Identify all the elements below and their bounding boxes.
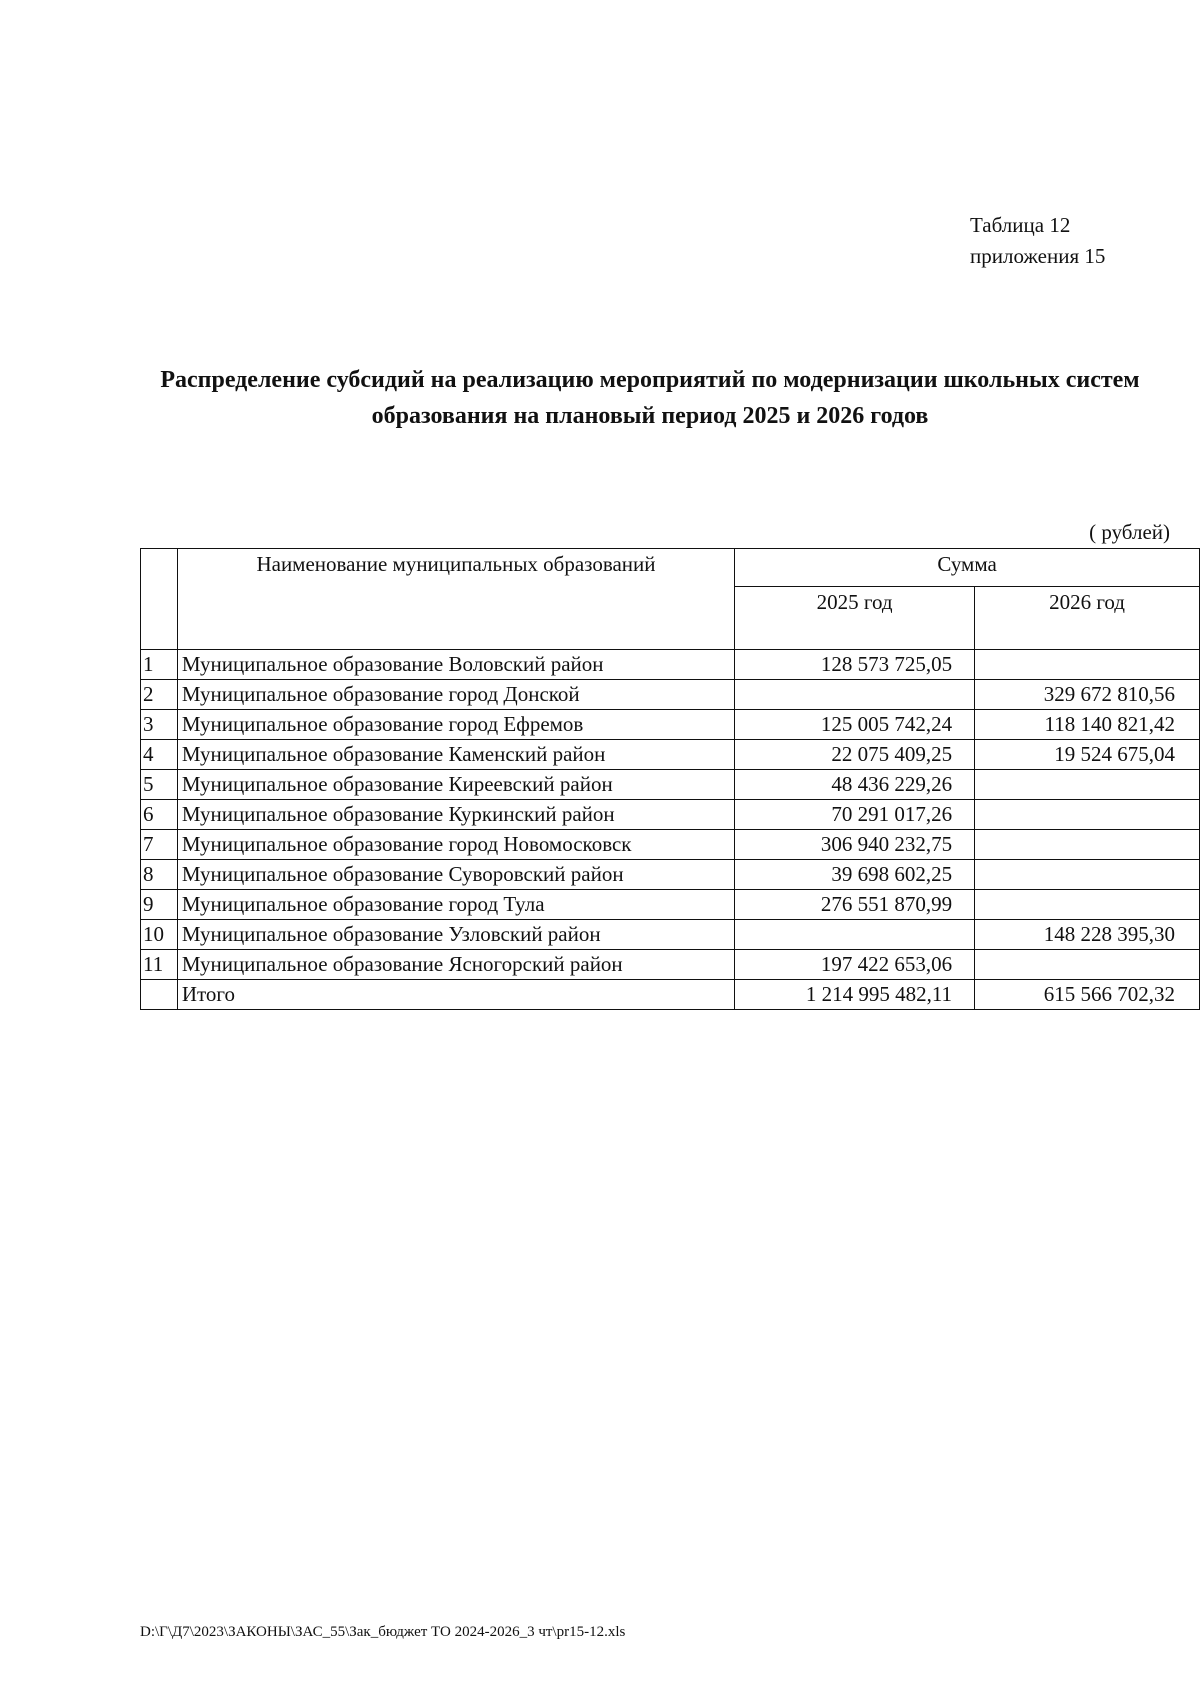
row-number-cell: 6 [141,800,178,830]
amount-2025-cell: 197 422 653,06 [735,950,975,980]
units-label: ( рублей) [1089,520,1170,544]
municipality-name-cell: Муниципальное образование город Донской [177,680,734,710]
amount-2026-cell: 148 228 395,30 [975,920,1200,950]
table-row [141,800,1200,830]
municipality-name-cell: Муниципальное образование Куркинский район [177,800,734,830]
row-number-cell: 5 [141,770,178,800]
amount-2026-cell: 329 672 810,56 [975,680,1200,710]
table-header-row [141,549,1200,587]
amount-2025-cell: 306 940 232,75 [735,830,975,860]
amount-2026-cell [975,650,1200,680]
row-number-cell: 4 [141,740,178,770]
table-number: Таблица 12 [970,213,1071,237]
row-number-cell: 11 [141,950,178,980]
amount-2025-cell: 128 573 725,05 [735,650,975,680]
municipality-name-cell: Муниципальное образование город Тула [177,890,734,920]
table-row [141,740,1200,770]
amount-2025-cell: 22 075 409,25 [735,740,975,770]
table-row [141,890,1200,920]
subsidy-table [140,548,1200,1010]
amount-2026-cell [975,770,1200,800]
amount-2025-cell: 70 291 017,26 [735,800,975,830]
amount-2026-cell [975,830,1200,860]
amount-2025-cell: 39 698 602,25 [735,860,975,890]
amount-2025-cell: 1 214 995 482,11 [735,980,975,1010]
municipality-name-cell: Муниципальное образование Узловский район [177,920,734,950]
municipality-name-cell: Муниципальное образование Суворовский район [177,860,734,890]
table-row [141,680,1200,710]
table-row [141,770,1200,800]
amount-2026-cell [975,860,1200,890]
file-path-footer: D:\Г\Д7\2023\ЗАКОНЫ\ЗАС_55\Зак_бюджет ТО 2024-2026_3 чт\pr15-12.xls [140,1624,626,1640]
amount-2026-cell [975,950,1200,980]
row-number-cell: 2 [141,680,178,710]
header-2025-cell: 2025 год [735,587,975,650]
table-row [141,950,1200,980]
amount-2025-cell: 48 436 229,26 [735,770,975,800]
amount-2026-cell [975,890,1200,920]
document-title: Распределение субсидий на реализацию мероприятий по модернизации школьных систем образования на плановый период 2025 и 2026 годов [160,367,1140,429]
header-2026-cell: 2026 год [975,587,1200,650]
table-row [141,830,1200,860]
header-num-cell [141,549,178,650]
amount-2026-cell: 118 140 821,42 [975,710,1200,740]
row-number-cell [141,980,178,1010]
amount-2025-cell [735,680,975,710]
table-reference [970,210,1105,272]
amount-2025-cell [735,920,975,950]
row-number-cell: 8 [141,860,178,890]
row-number-cell: 9 [141,890,178,920]
table-row [141,920,1200,950]
amount-2026-cell: 615 566 702,32 [975,980,1200,1010]
header-name-cell: Наименование муниципальных образований [177,549,734,650]
municipality-name-cell: Муниципальное образование Каменский район [177,740,734,770]
row-number-cell: 1 [141,650,178,680]
municipality-name-cell: Муниципальное образование Киреевский район [177,770,734,800]
total-row [141,980,1200,1010]
municipality-name-cell: Муниципальное образование Ясногорский район [177,950,734,980]
municipality-name-cell: Муниципальное образование Воловский район [177,650,734,680]
row-number-cell: 10 [141,920,178,950]
municipality-name-cell: Итого [177,980,734,1010]
table-row [141,650,1200,680]
municipality-name-cell: Муниципальное образование город Новомосковск [177,830,734,860]
row-number-cell: 3 [141,710,178,740]
table-row [141,710,1200,740]
table-row [141,860,1200,890]
appendix-number: приложения 15 [970,244,1106,268]
row-number-cell: 7 [141,830,178,860]
amount-2026-cell [975,800,1200,830]
municipality-name-cell: Муниципальное образование город Ефремов [177,710,734,740]
amount-2025-cell: 125 005 742,24 [735,710,975,740]
header-sum-cell: Сумма [735,549,1200,587]
amount-2025-cell: 276 551 870,99 [735,890,975,920]
amount-2026-cell: 19 524 675,04 [975,740,1200,770]
